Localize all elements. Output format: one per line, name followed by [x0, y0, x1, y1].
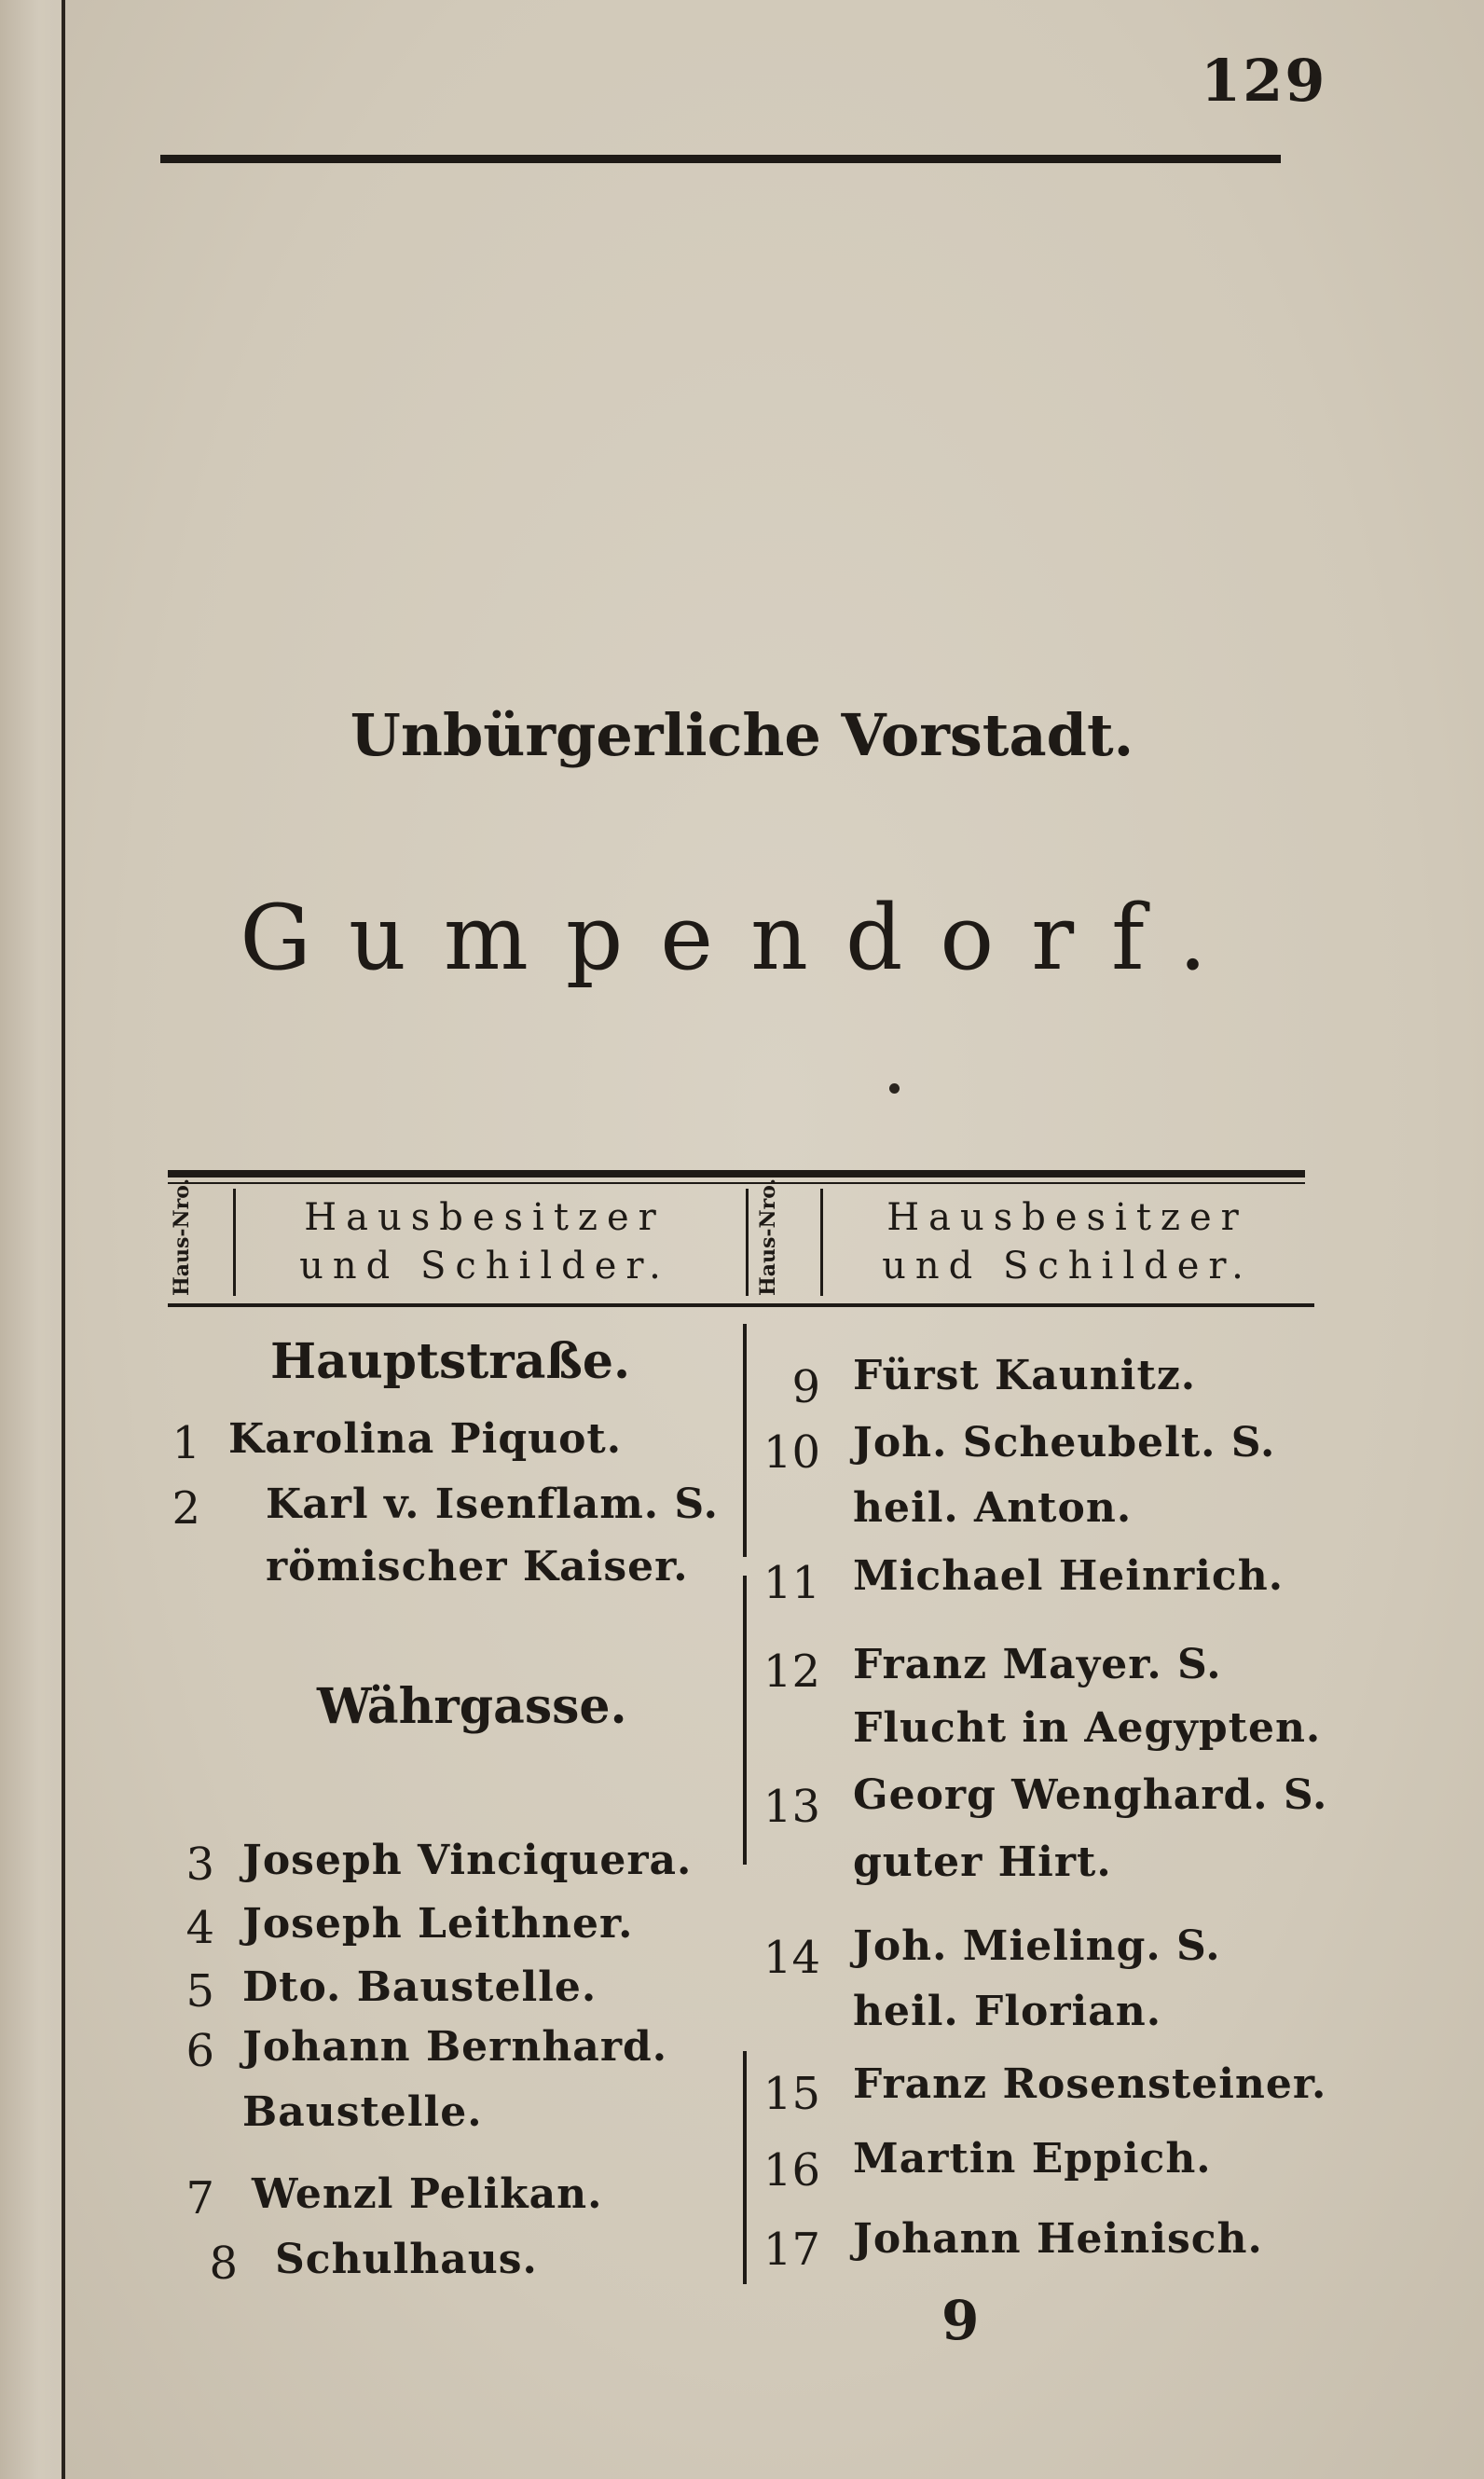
entry-sign: Flucht in Aegypten. — [853, 1704, 1322, 1752]
district-title: Gumpendorf. — [240, 886, 1244, 990]
table-top-rule-thin — [168, 1182, 1305, 1184]
entry-owner: Franz Mayer. S. — [853, 1641, 1222, 1688]
entry-number: 16 — [763, 2144, 820, 2197]
entry-number: 17 — [763, 2224, 820, 2276]
entry-owner: Dto. Baustelle. — [242, 1963, 598, 2011]
entry-sign: heil. Anton. — [853, 1484, 1133, 1532]
owner-header-left-line2: und Schilder. — [299, 1245, 670, 1288]
street-heading: Hauptstraße. — [270, 1333, 631, 1390]
owner-header-right-line1: Hausbesitzer — [886, 1196, 1248, 1239]
header-separator-left — [233, 1189, 236, 1296]
table-header-bottom-rule — [168, 1303, 1314, 1307]
entry-number: 3 — [186, 1839, 214, 1891]
entry-owner: Johann Heinisch. — [853, 2215, 1263, 2263]
entry-number: 7 — [186, 2172, 214, 2224]
entry-owner: Joseph Leithner. — [242, 1900, 634, 1948]
entry-owner: Wenzl Pelikan. — [252, 2170, 603, 2218]
entry-sign: römischer Kaiser. — [266, 1543, 689, 1591]
entry-owner: Franz Rosensteiner. — [853, 2060, 1327, 2108]
house-no-header-right: Haus-Nro. — [756, 1178, 780, 1296]
entry-owner: Schulhaus. — [275, 2236, 538, 2283]
entry-owner: Martin Eppich. — [853, 2135, 1212, 2183]
header-rule — [160, 155, 1281, 163]
page-number: 129 — [1201, 47, 1327, 115]
ornament-dot — [889, 1083, 900, 1094]
entry-number: 8 — [209, 2238, 238, 2290]
entry-owner: Michael Heinrich. — [853, 1552, 1285, 1600]
entry-owner: Fürst Kaunitz. — [853, 1352, 1197, 1399]
entry-owner: Joh. Scheubelt. S. — [853, 1419, 1276, 1467]
table-top-rule — [168, 1170, 1305, 1178]
signature-mark: 9 — [941, 2289, 980, 2352]
entry-number: 1 — [172, 1417, 200, 1469]
entry-number: 6 — [186, 2025, 214, 2077]
entry-owner: Joseph Vinciquera. — [242, 1837, 693, 1884]
entry-number: 2 — [172, 1482, 200, 1535]
entry-number: 13 — [763, 1781, 820, 1833]
owner-header-left-line1: Hausbesitzer — [304, 1196, 666, 1239]
owner-header-left — [242, 1193, 727, 1290]
entry-number: 4 — [186, 1902, 214, 1954]
entry-number: 14 — [763, 1932, 820, 1984]
entry-number: 12 — [763, 1646, 820, 1698]
house-no-header-left: Haus-Nro. — [170, 1178, 194, 1296]
entry-number: 11 — [763, 1557, 820, 1609]
book-gutter — [0, 0, 65, 2479]
owner-header-right-line2: und Schilder. — [882, 1245, 1253, 1288]
entry-sign: guter Hirt. — [853, 1839, 1112, 1886]
street-heading: Währgasse. — [317, 1678, 627, 1735]
entry-owner: Joh. Mieling. S. — [853, 1922, 1221, 1970]
entry-owner: Johann Bernhard. — [242, 2023, 668, 2071]
entry-number: 9 — [791, 1361, 820, 1413]
entry-sign: heil. Florian. — [853, 1988, 1162, 2035]
section-title: Unbürgerliche Vorstadt. — [350, 701, 1134, 769]
entry-owner: Karolina Piquot. — [228, 1415, 623, 1463]
entry-number: 10 — [763, 1426, 820, 1479]
entry-sign: Baustelle. — [242, 2088, 483, 2136]
header-column-divider — [746, 1189, 749, 1296]
owner-header-right — [834, 1193, 1300, 1290]
header-separator-right — [820, 1189, 823, 1296]
entry-owner: Karl v. Isenflam. S. — [266, 1481, 719, 1528]
entry-owner: Georg Wenghard. S. — [853, 1771, 1328, 1819]
entry-number: 15 — [763, 2068, 820, 2120]
entry-number: 5 — [186, 1965, 214, 2018]
